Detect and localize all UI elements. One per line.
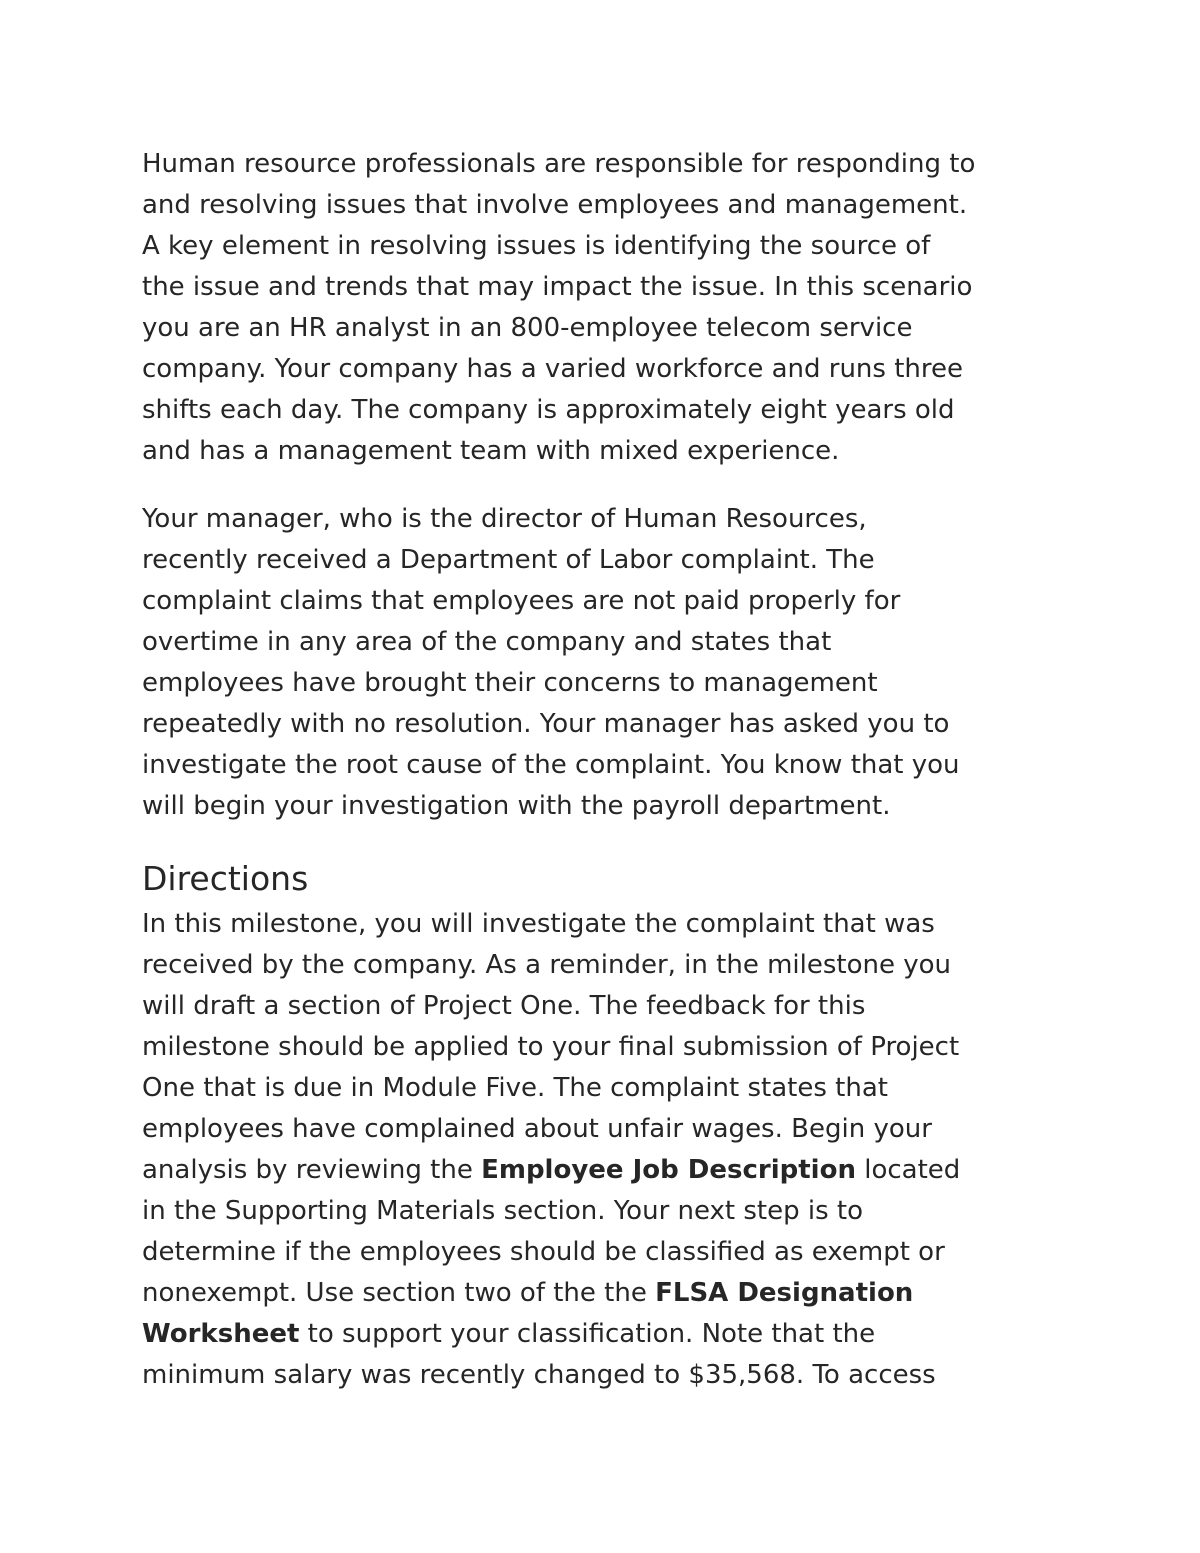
employee-job-description-reference: Employee Job Description xyxy=(481,1155,856,1185)
text-line: overtime in any area of the company and states that xyxy=(142,627,832,657)
text-line xyxy=(142,1314,1082,1355)
text-line: will draft a section of Project One. The feedback for this xyxy=(142,991,866,1021)
text-line: company. Your company has a varied workforce and runs three xyxy=(142,354,964,384)
text-line: received by the company. As a reminder, in the milestone you xyxy=(142,950,952,980)
line-text: to support your classification. Note that the xyxy=(299,1319,876,1349)
text-line: Human resource professionals are responsible for responding to xyxy=(142,149,976,179)
line-text: nonexempt. Use section two of the the xyxy=(142,1278,656,1308)
text-line: investigate the root cause of the complaint. You know that you xyxy=(142,750,960,780)
text-line xyxy=(142,1150,1082,1191)
text-line: the issue and trends that may impact the issue. In this scenario xyxy=(142,272,973,302)
text-line: you are an HR analyst in an 800-employee telecom service xyxy=(142,313,913,343)
text-line: In this milestone, you will investigate the complaint that was xyxy=(142,909,935,939)
text-line: recently received a Department of Labor complaint. The xyxy=(142,545,875,575)
text-line: minimum salary was recently changed to $35,568. To access xyxy=(142,1360,936,1390)
text-line xyxy=(142,1273,1082,1314)
directions-paragraph xyxy=(142,904,1082,1396)
text-line: shifts each day. The company is approximately eight years old xyxy=(142,395,955,425)
directions-heading: Directions xyxy=(142,859,309,898)
text-line: employees have brought their concerns to management xyxy=(142,668,878,698)
line-text: analysis by reviewing the xyxy=(142,1155,482,1185)
document-body xyxy=(142,144,1082,1396)
text-line: and resolving issues that involve employees and management. xyxy=(142,190,968,220)
text-line: will begin your investigation with the payroll department. xyxy=(142,791,891,821)
text-line: milestone should be applied to your final submission of Project xyxy=(142,1032,960,1062)
text-line: A key element in resolving issues is identifying the source of xyxy=(142,231,931,261)
scenario-paragraph xyxy=(142,499,1082,827)
text-line: and has a management team with mixed experience. xyxy=(142,436,840,466)
intro-paragraph xyxy=(142,144,1082,472)
flsa-worksheet-reference: FLSA Designation xyxy=(655,1278,914,1308)
text-line: repeatedly with no resolution. Your manager has asked you to xyxy=(142,709,950,739)
flsa-worksheet-reference: Worksheet xyxy=(142,1319,300,1349)
text-line: complaint claims that employees are not paid properly for xyxy=(142,586,901,616)
text-line: employees have complained about unfair wages. Begin your xyxy=(142,1114,932,1144)
text-line: Your manager, who is the director of Human Resources, xyxy=(142,504,867,534)
text-line: determine if the employees should be classified as exempt or xyxy=(142,1237,945,1267)
line-text: located xyxy=(855,1155,961,1185)
text-line: One that is due in Module Five. The complaint states that xyxy=(142,1073,888,1103)
text-line: in the Supporting Materials section. Your next step is to xyxy=(142,1196,864,1226)
